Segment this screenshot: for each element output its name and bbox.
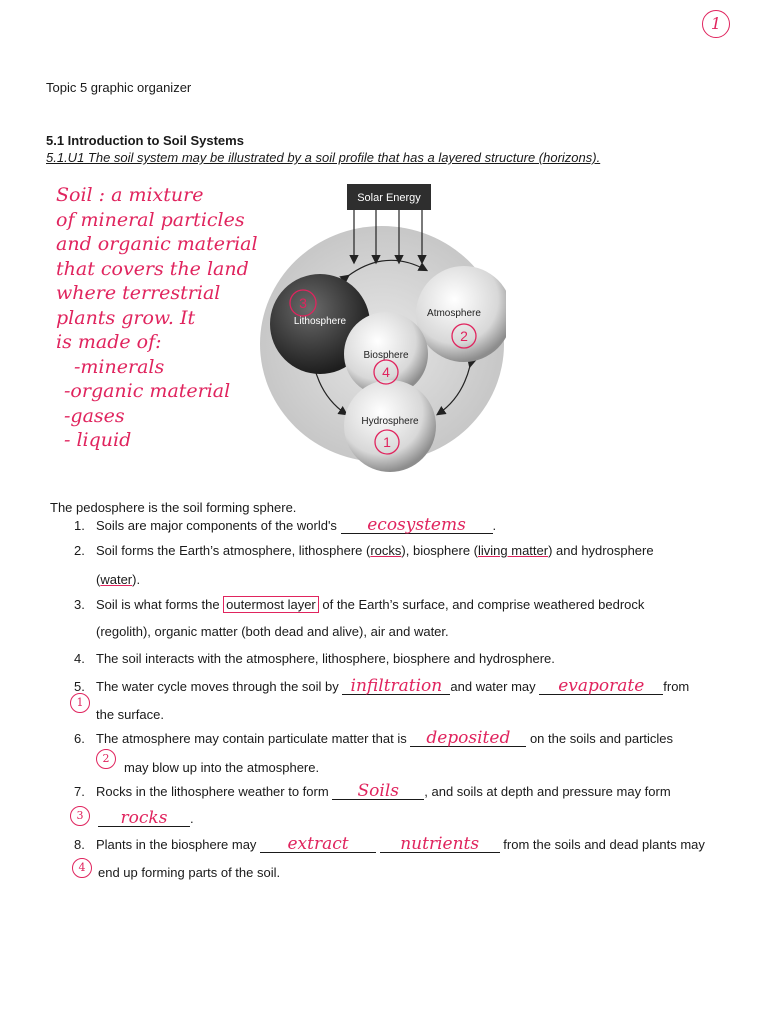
note-line: of mineral particles xyxy=(56,208,245,231)
item-number: 1. xyxy=(74,518,85,533)
item-text: end up forming parts of the soil. xyxy=(98,865,281,880)
item-text: may blow up into the atmosphere. xyxy=(124,760,320,775)
list-item-continuation xyxy=(98,808,194,828)
list-item-continuation xyxy=(98,865,280,880)
answer-blank xyxy=(98,808,190,828)
sphere-number: 1 xyxy=(383,434,391,450)
item-text: Rocks in the lithosphere weather to form xyxy=(96,784,333,799)
margin-number-circle: 3 xyxy=(70,806,90,826)
answer-blank xyxy=(380,834,500,854)
list-item xyxy=(74,676,690,696)
boxed-term: outermost layer xyxy=(223,596,319,613)
handwritten-answer: infiltration xyxy=(350,676,443,696)
handwritten-answer: extract xyxy=(287,834,349,854)
note-line: -organic material xyxy=(64,380,231,402)
biosphere-label: Biosphere xyxy=(363,350,409,361)
list-item xyxy=(74,728,674,748)
note-line: where terrestrial xyxy=(56,282,221,304)
list-item xyxy=(74,834,705,854)
list-item-continuation xyxy=(96,624,449,639)
handwritten-answer: rocks xyxy=(120,808,168,828)
margin-number-circle: 1 xyxy=(70,693,90,713)
handwritten-answer: Soils xyxy=(357,781,400,801)
list-item-continuation xyxy=(124,760,319,775)
section-heading: 5.1 Introduction to Soil Systems xyxy=(46,133,244,148)
margin-number-circle: 2 xyxy=(96,749,116,769)
item-text: Soils are major components of the world's xyxy=(96,518,341,533)
section-understanding: 5.1.U1 The soil system may be illustrated by a soil profile that has a layered structure (horizons). xyxy=(46,150,601,165)
item-text: ). xyxy=(132,572,141,587)
answer-blank xyxy=(341,515,493,535)
answer-blank xyxy=(539,676,663,696)
item-text: . xyxy=(492,518,497,533)
note-line: plants grow. It xyxy=(56,306,196,329)
list-item xyxy=(74,597,644,612)
underlined-term: rocks xyxy=(370,543,402,558)
lithosphere-label: Lithosphere xyxy=(293,316,347,327)
item-text: (regolith), organic matter (both dead and alive), air and water. xyxy=(96,624,449,639)
item-text: from the soils and dead plants may xyxy=(499,837,705,852)
handwritten-answer: deposited xyxy=(426,728,511,748)
item-text: ( xyxy=(96,572,101,587)
answer-blank xyxy=(410,728,526,748)
page-title: Topic 5 graphic organizer xyxy=(46,80,192,95)
sphere-number: 3 xyxy=(299,295,307,311)
list-item xyxy=(74,543,654,558)
handwritten-answer: ecosystems xyxy=(367,515,466,535)
item-text: the surface. xyxy=(96,707,164,722)
item-text: ), biosphere ( xyxy=(401,543,478,558)
list-item xyxy=(74,515,497,535)
item-number: 6. xyxy=(74,731,85,746)
answer-blank xyxy=(260,834,376,854)
soil-spheres-diagram xyxy=(256,176,506,488)
note-line: -minerals xyxy=(74,355,165,378)
item-text: . xyxy=(190,811,194,826)
item-number: 4. xyxy=(74,651,85,666)
handwritten-soil-definition xyxy=(56,183,286,453)
item-number: 8. xyxy=(74,837,85,852)
hydrosphere-label: Hydrosphere xyxy=(361,416,419,427)
item-number: 3. xyxy=(74,597,85,612)
item-text: Soil forms the Earth’s atmosphere, lithosphere ( xyxy=(96,543,371,558)
item-text: The soil interacts with the atmosphere, lithosphere, biosphere and hydrosphere. xyxy=(96,651,555,666)
handwritten-answer: evaporate xyxy=(558,676,645,696)
item-text: , and soils at depth and pressure may form xyxy=(424,784,671,799)
list-item xyxy=(74,651,555,666)
answer-blank xyxy=(342,676,450,696)
item-text: Soil is what forms the xyxy=(96,597,224,612)
note-line: that covers the land xyxy=(56,257,249,280)
item-text: on the soils and particles xyxy=(526,731,674,746)
item-text: The water cycle moves through the soil by xyxy=(96,679,343,694)
underlined-term: living matter xyxy=(478,543,549,558)
handwritten-answer: nutrients xyxy=(400,834,480,854)
item-text: of the Earth’s surface, and comprise weathered bedrock xyxy=(318,597,645,612)
note-line: is made of: xyxy=(56,331,162,353)
note-line: and organic material xyxy=(56,233,258,255)
note-line: -gases xyxy=(64,404,125,427)
sphere-number: 4 xyxy=(382,364,390,380)
note-line: Soil : a mixture xyxy=(56,184,204,206)
note-line: - liquid xyxy=(64,429,132,451)
underlined-term: water xyxy=(100,572,133,587)
list-item-continuation xyxy=(96,707,164,722)
item-text: Plants in the biosphere may xyxy=(96,837,261,852)
answer-blank xyxy=(332,781,424,801)
margin-number-circle: 4 xyxy=(72,858,92,878)
item-text: and water may xyxy=(450,679,540,694)
item-text: ) and hydrosphere xyxy=(548,543,654,558)
item-text: from xyxy=(663,679,690,694)
solar-energy-label: Solar Energy xyxy=(357,192,421,204)
list-item xyxy=(74,781,671,801)
item-number: 7. xyxy=(74,784,85,799)
item-number: 2. xyxy=(74,543,85,558)
atmosphere-label: Atmosphere xyxy=(427,308,481,319)
page-number-marker: 1 xyxy=(702,10,730,38)
item-number: 5. xyxy=(74,679,85,694)
intro-sentence: The pedosphere is the soil forming sphere. xyxy=(50,500,297,515)
list-item-continuation xyxy=(96,572,140,587)
sphere-number: 2 xyxy=(460,328,468,344)
item-text: The atmosphere may contain particulate matter that is xyxy=(96,731,411,746)
